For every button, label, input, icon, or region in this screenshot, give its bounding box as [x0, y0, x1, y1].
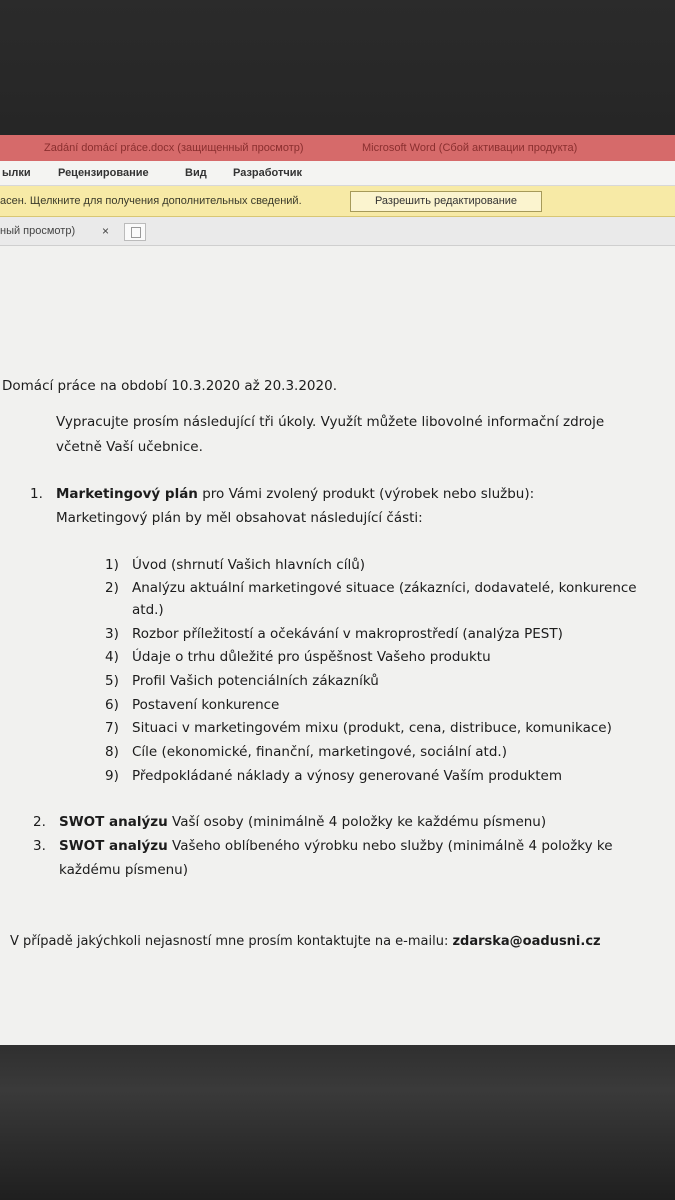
document-tab[interactable]: ный просмотр): [0, 225, 76, 237]
subitem-4-number: 4): [105, 649, 119, 665]
enable-editing-button[interactable]: Разрешить редактирование: [350, 191, 542, 212]
subitem-2-number: 2): [105, 580, 119, 596]
task-1-text: pro Vámi zvolený produkt (výrobek nebo službu):: [197, 486, 535, 502]
subitem-5: Profil Vašich potenciálních zákazníků: [132, 673, 379, 689]
subitem-8-number: 8): [105, 744, 119, 760]
subitem-2: Analýzu aktuální marketingové situace (zákazníci, dodavatelé, konkurence: [132, 580, 637, 596]
protected-view-message[interactable]: асен. Щелкните для получения дополнительных сведений.: [0, 195, 302, 207]
intro-line-2: včetně Vaší učebnice.: [56, 439, 203, 455]
subitem-6: Postavení konkurence: [132, 697, 280, 713]
task-3-line-2: každému písmenu): [59, 862, 189, 878]
task-2-text: Vaší osoby (minimálně 4 položky ke každému písmenu): [167, 814, 547, 830]
document-title: Zadání domácí práce.docx (защищенный просмотр): [44, 142, 304, 154]
title-bar: [0, 135, 675, 161]
subitem-3: Rozbor příležitostí a očekávání v makroprostředí (analýza PEST): [132, 626, 563, 642]
subitem-9: Předpokládané náklady a výnosy generované Vaším produktem: [132, 768, 563, 784]
tab-references[interactable]: ылки: [2, 167, 31, 179]
contact-text: V případě jakýchkoli nejasností mne prosím kontaktujte na e-mailu:: [10, 934, 453, 949]
task-2-number: 2.: [33, 814, 46, 830]
document-tab-row: [0, 217, 675, 246]
tab-view[interactable]: Вид: [185, 167, 207, 179]
task-1-title: Marketingový plán: [56, 486, 198, 502]
protected-view-bar: [0, 186, 675, 217]
tab-review[interactable]: Рецензирование: [58, 167, 149, 179]
task-1-number: 1.: [30, 486, 43, 502]
subitem-2-continued: atd.): [132, 602, 164, 618]
subitem-3-number: 3): [105, 626, 119, 642]
intro-line-1: Vypracujte prosím následující tři úkoly. Využít můžete libovolné informační zdroje: [56, 414, 605, 430]
ribbon-tabs: [0, 161, 675, 186]
subitem-1: Úvod (shrnutí Vašich hlavních cílů): [132, 557, 366, 573]
word-window: [0, 135, 675, 1045]
task-2-line: [59, 814, 546, 830]
document-icon[interactable]: [124, 223, 146, 241]
contact-email[interactable]: zdarska@oadusni.cz: [452, 934, 601, 949]
app-title: Microsoft Word (Сбой активации продукта): [362, 142, 578, 154]
task-3-text: Vašeho oblíbeného výrobku nebo služby (minimálně 4 položky ke: [167, 838, 613, 854]
tab-developer[interactable]: Разработчик: [233, 167, 303, 179]
subitem-9-number: 9): [105, 768, 119, 784]
subitem-1-number: 1): [105, 557, 119, 573]
task-3-line: [59, 838, 613, 854]
task-1-line: [56, 486, 534, 502]
subitem-6-number: 6): [105, 697, 119, 713]
close-icon[interactable]: ×: [102, 224, 110, 238]
subitem-8: Cíle (ekonomické, finanční, marketingové, sociální atd.): [132, 744, 507, 760]
task-3-title: SWOT analýzu: [59, 838, 168, 854]
document-page: [0, 246, 675, 1045]
subitem-7-number: 7): [105, 720, 119, 736]
task-1-line-2: Marketingový plán by měl obsahovat následující části:: [56, 510, 423, 526]
document-heading: Domácí práce na období 10.3.2020 až 20.3.2020.: [2, 378, 337, 394]
task-3-number: 3.: [33, 838, 46, 854]
subitem-7: Situaci v marketingovém mixu (produkt, cena, distribuce, komunikace): [132, 720, 612, 736]
subitem-5-number: 5): [105, 673, 119, 689]
contact-line: [10, 934, 601, 949]
subitem-4: Údaje o trhu důležité pro úspěšnost Vašeho produktu: [132, 649, 491, 665]
task-2-title: SWOT analýzu: [59, 814, 168, 830]
